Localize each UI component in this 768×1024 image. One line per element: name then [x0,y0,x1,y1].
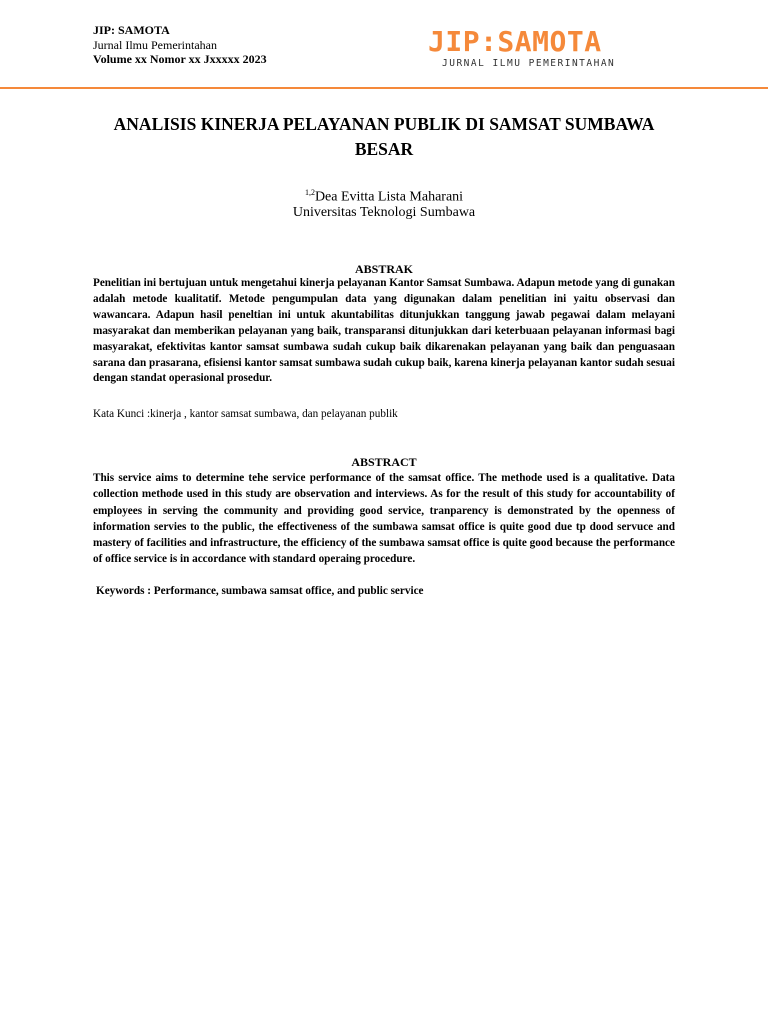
author-superscript: 1,2 [304,188,315,197]
abstract-body: This service aims to determine tehe service performance of the samsat office. The methode used is a qualitative. Data collection methode used in this study are observation and interviews. As for the result of this study for accountability of employees in serving the community and providing good service, tranparency is demonstrated by the openness of information servies to the public, the effectiveness of the sumbawa samsat office is quite good due tp dood servuce and mastery of facilities and infrastructure, the efficiency of the sumbawa samsat office is quite good because the performance of office service is in accordance with standard operaing procedure. [93,472,675,566]
journal-info [93,23,267,67]
abstract-heading: ABSTRACT [351,455,417,469]
page-header [0,0,768,90]
paper-title: ANALISIS KINERJA PELAYANAN PUBLIK DI SAMSAT SUMBAWA BESAR [113,114,655,159]
header-divider [0,87,768,89]
abstrak-keywords: Kata Kunci :kinerja , kantor samsat sumbawa, dan pelayanan publik [93,408,398,420]
author-name: Dea Evitta Lista Maharani [314,189,464,205]
abstract-keywords: Keywords : Performance, sumbawa samsat office, and public service [96,585,424,597]
journal-logo [428,25,678,72]
logo-subtext: JURNAL ILMU PEMERINTAHAN [442,58,616,69]
abstrak-body: Penelitian ini bertujuan untuk mengetahui kinerja pelayanan Kantor Samsat Sumbawa. Adapun metode yang di gunakan adalah metode kualitatif. Metode pengumpulan data yang digunakan dalam penelitian ini yaitu observasi dan wawancara. Adapun hasil peneltian ini untuk akuntabilitas ditunjukkan tanggung jawab pegawai dalam melayani masyarakat dan memberikan pelayanan yang baik, transparansi ditunjukkan dari keterbuaan pelayanan informasi bagi masyarakat, efektivitas kantor samsat sumbawa sudah cukup baik dikarenakan pelayanan yang baik dan penguasaan sarana dan prasarana, efisiensi kantor samsat sumbawa sudah cukup baik, karena kinerja pelayanan kantor sudah sesuai dengan standat operasional prosedur. [93,277,675,385]
journal-short-name: JIP: SAMOTA [93,23,170,37]
journal-volume: Volume xx Nomor xx Jxxxxx 2023 [93,52,267,66]
journal-full-name: Jurnal Ilmu Pemerintahan [93,37,217,52]
author-affiliation: Universitas Teknologi Sumbawa [292,205,476,220]
abstrak-heading: ABSTRAK [354,262,413,276]
logo-text: JIP:SAMOTA [428,25,602,58]
